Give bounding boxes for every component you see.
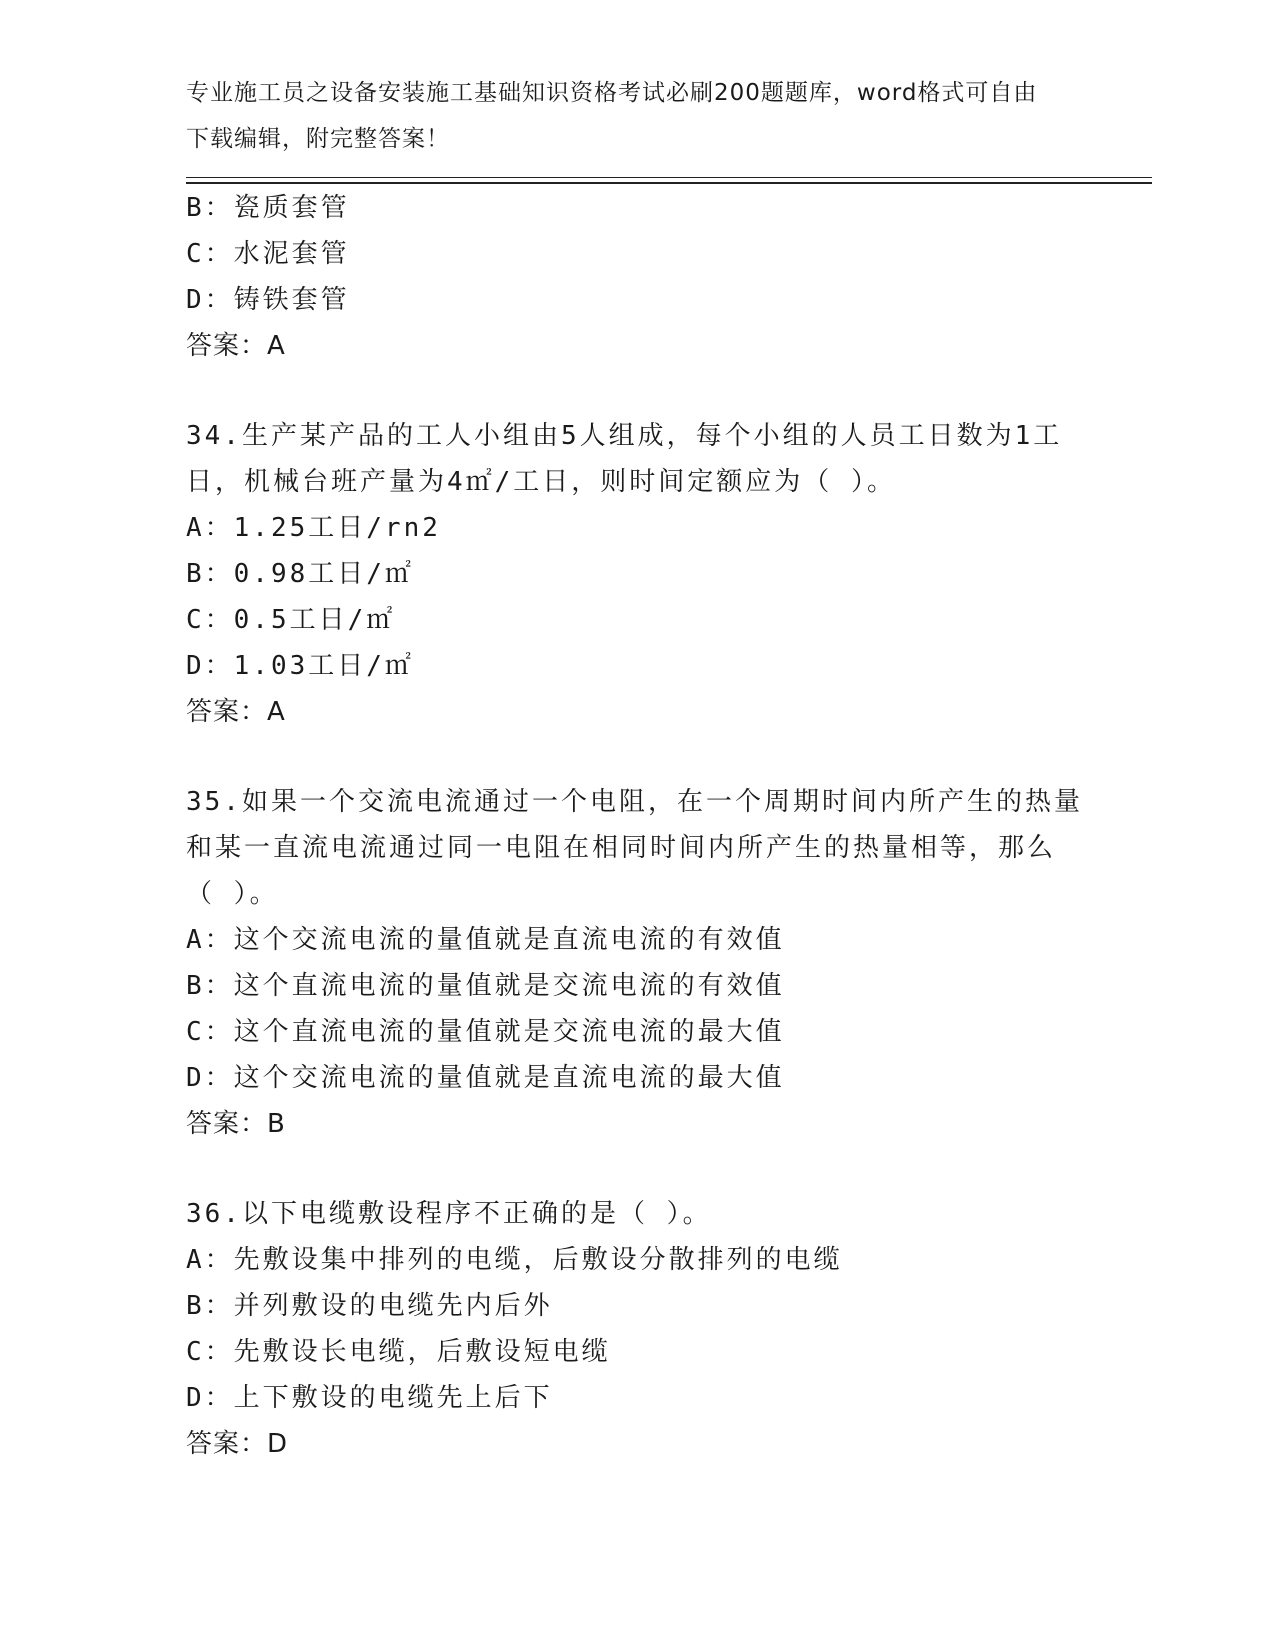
option-a: A：这个交流电流的量值就是直流电流的有效值: [186, 925, 785, 955]
option-a: A：先敷设集中排列的电缆，后敷设分散排列的电缆: [186, 1245, 843, 1275]
spacer: [186, 735, 1086, 779]
option-d: D：上下敷设的电缆先上后下: [186, 1383, 553, 1413]
option-c: C：先敷设长电缆，后敷设短电缆: [186, 1337, 611, 1367]
header-rule-thin: [186, 177, 1152, 178]
option-b: B：0.98工日/㎡: [186, 559, 414, 589]
question-34: [186, 413, 1086, 735]
question-33: [186, 185, 1086, 369]
question-36: [186, 1191, 1086, 1467]
option-b: B：这个直流电流的量值就是交流电流的有效值: [186, 971, 785, 1001]
header-line-2: 下载编辑，附完整答案！: [186, 126, 450, 152]
header-line-1: 专业施工员之设备安装施工基础知识资格考试必刷200题题库，word格式可自由: [186, 80, 1038, 106]
question-stem-line-1: 34.生产某产品的工人小组由5人组成，每个小组的人员工日数为1工: [186, 421, 1063, 451]
answer: 答案：A: [186, 331, 286, 361]
question-stem-line-1: 36.以下电缆敷设程序不正确的是（ ）。: [186, 1199, 712, 1229]
option-d: D：1.03工日/㎡: [186, 651, 414, 681]
document-header: [186, 70, 1086, 162]
option-b: B：并列敷设的电缆先内后外: [186, 1291, 553, 1321]
option-c: C：这个直流电流的量值就是交流电流的最大值: [186, 1017, 785, 1047]
question-35: [186, 779, 1086, 1147]
option-b: B：瓷质套管: [186, 193, 350, 223]
option-c: C：0.5工日/㎡: [186, 605, 396, 635]
question-stem-line-3: （ ）。: [186, 879, 279, 909]
question-stem-line-2: 日，机械台班产量为4㎡/工日，则时间定额应为（ ）。: [186, 467, 896, 497]
question-stem-line-1: 35.如果一个交流电流通过一个电阻，在一个周期时间内所产生的热量: [186, 787, 1083, 817]
spacer: [186, 1147, 1086, 1191]
spacer: [186, 369, 1086, 413]
option-d: D：铸铁套管: [186, 285, 350, 315]
option-c: C：水泥套管: [186, 239, 350, 269]
answer: 答案：A: [186, 697, 286, 727]
answer: 答案：B: [186, 1109, 286, 1139]
question-list: [186, 185, 1086, 1467]
option-d: D：这个交流电流的量值就是直流电流的最大值: [186, 1063, 785, 1093]
question-stem-line-2: 和某一直流电流通过同一电阻在相同时间内所产生的热量相等，那么: [186, 833, 1057, 863]
answer: 答案：D: [186, 1429, 289, 1459]
option-a: A：1.25工日/rn2: [186, 513, 441, 543]
header-rule-thick: [186, 182, 1152, 184]
